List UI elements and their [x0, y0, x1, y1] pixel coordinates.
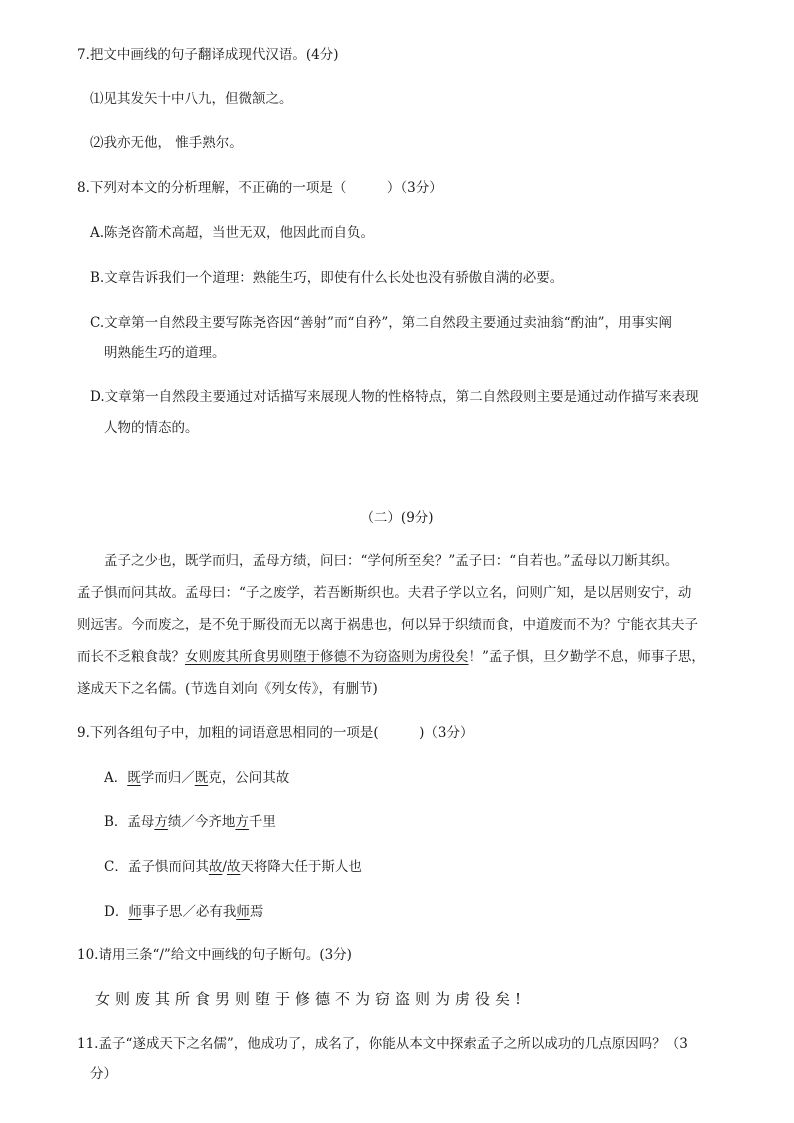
q8-option-c-line-2: 明熟能生巧的道理。	[104, 345, 226, 361]
marked-word: 方	[235, 814, 249, 830]
passage-line-2: 孟子惧而问其故。孟母曰：“子之废学，若吾断斯织也。夫君子学以立名，问则广知，是以居则安宁，动	[77, 585, 692, 601]
q8-option-c-line-1: C.文章第一自然段主要写陈尧咨因“善射”而“自矜”，第二自然段主要通过卖油翁“酌油”，用事实阐	[90, 315, 673, 331]
marked-word: 故	[226, 859, 241, 875]
passage-line-4-end: ！”孟子惧，旦夕勤学不息，师事子思，	[468, 649, 705, 665]
option-text: 克，公问其故	[208, 770, 290, 786]
option-prefix: D．	[104, 904, 129, 920]
q9-option-c	[104, 857, 362, 877]
q10-stem: 10.请用三条“/”给文中画线的句子断句。(3分)	[77, 947, 352, 963]
passage-line-3: 则远害。今而废之，是不免于厮役而无以离于祸患也，何以异于织绩而食，中道废而不为？宁能衣其夫子	[77, 617, 698, 633]
section-title: （二）(9分)	[360, 510, 434, 526]
option-prefix: C．孟子惧而问其	[104, 859, 209, 875]
passage-line-1: 孟子之少也，既学而归，孟母方绩，问曰：“学何所至矣？”孟子曰：“自若也。”孟母以刀断其织。	[104, 553, 679, 569]
underlined-sentence: 女则废其所食男则堕于修德不为窃盗则为虏役矣	[185, 649, 469, 665]
q9-option-d	[104, 902, 263, 922]
q8-option-b: B.文章告诉我们一个道理：熟能生巧，即使有什么长处也没有骄傲自满的必要。	[90, 270, 564, 286]
option-prefix: A．	[104, 770, 128, 786]
q7-stem: 7.把文中画线的句子翻译成现代汉语。(4分)	[77, 47, 339, 63]
marked-word: 师	[128, 904, 142, 920]
option-text: 绩／今齐地	[167, 814, 236, 830]
q10-sentence: 女则废其所食男则堕于修德不为窃盗则为虏役矣!	[95, 990, 527, 1008]
q8-option-d-line-2: 人物的情态的。	[104, 420, 199, 436]
q11-stem-line-2: 分）	[90, 1066, 117, 1082]
option-text: 学而归／	[140, 770, 195, 786]
q11-stem-line-1: 11.孟子“遂成天下之名儒”，他成功了，成名了，你能从本文中探索孟子之所以成功的几点原因吗？（3	[77, 1036, 688, 1052]
option-prefix: B．孟母	[104, 814, 155, 830]
option-text: 天将降大任于斯人也	[240, 859, 362, 875]
q9-stem: 9.下列各组句子中，加粗的词语意思相同的一项是( )（3分）	[77, 725, 474, 741]
passage-line-4	[77, 647, 705, 667]
passage-line-5: 遂成天下之名儒。(节选自刘向《列女传》，有删节)	[77, 681, 378, 697]
marked-word: 方	[154, 814, 168, 830]
q7-sentence-2: ⑵我亦无他， 惟手熟尔。	[90, 135, 243, 151]
option-text: 事子思／必有我	[141, 904, 237, 920]
q9-option-b	[104, 812, 276, 832]
q7-sentence-1: ⑴见其发矢十中八九，但微颔之。	[90, 91, 293, 107]
q8-option-d-line-1: D.文章第一自然段主要通过对话描写来展现人物的性格特点，第二自然段则主要是通过动作描写来表现	[90, 389, 699, 405]
q9-option-a	[104, 768, 289, 788]
option-text: /	[222, 859, 227, 875]
passage-line-4-start: 而长不乏粮食哉？	[77, 649, 185, 665]
marked-word: 既	[194, 770, 209, 786]
marked-word: 故	[208, 859, 223, 875]
marked-word: 师	[236, 904, 250, 920]
q8-option-a: A.陈尧咨箭术高超，当世无双，他因此而自负。	[90, 225, 375, 241]
marked-word: 既	[127, 770, 141, 786]
option-text: 千里	[248, 814, 276, 830]
option-text: 焉	[249, 904, 264, 920]
q8-stem: 8.下列对本文的分析理解，不正确的一项是（ ）（3分）	[77, 180, 443, 196]
